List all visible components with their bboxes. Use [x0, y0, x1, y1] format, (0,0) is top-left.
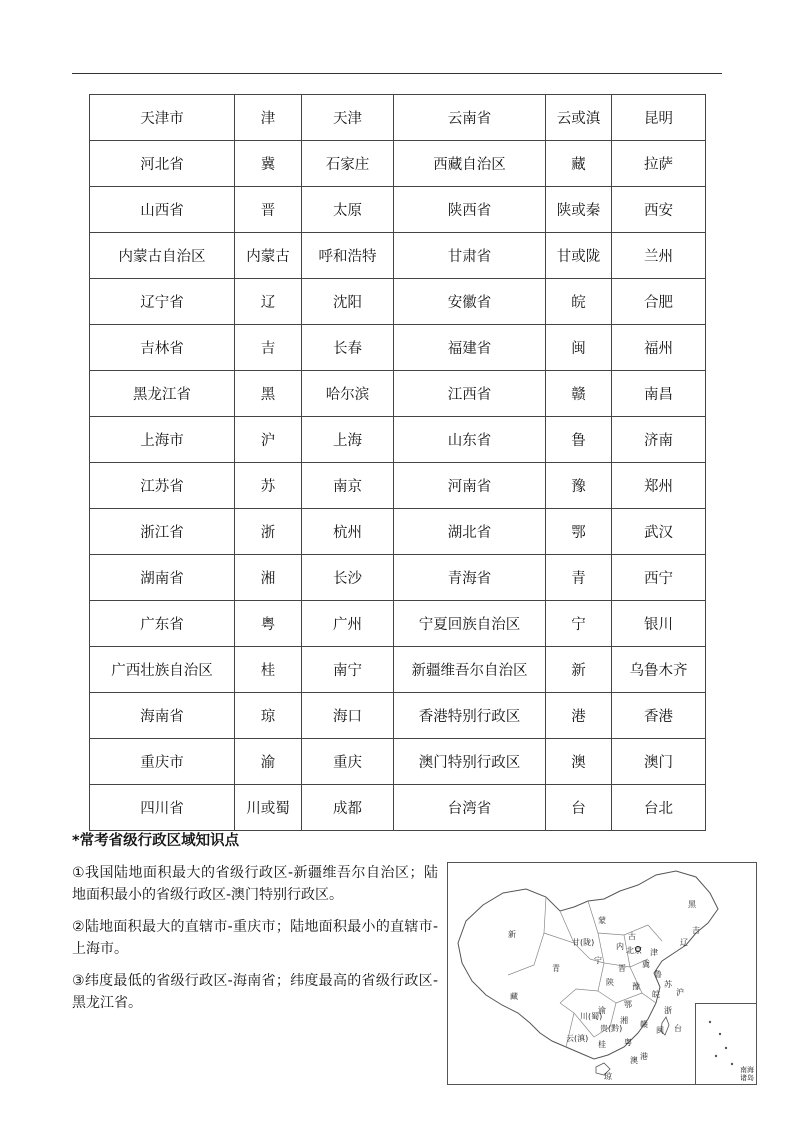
table-cell: 西藏自治区 [394, 141, 546, 187]
table-cell: 福州 [612, 325, 706, 371]
table-row [90, 785, 706, 831]
map-label: 豫 [632, 982, 640, 991]
map-label: 蒙 [598, 916, 606, 925]
map-label: 云(滇) [566, 1034, 589, 1043]
table-cell: 内蒙古 [235, 233, 302, 279]
table-row [90, 371, 706, 417]
map-label: 皖 [652, 990, 660, 999]
map-label: 桂 [598, 1040, 606, 1049]
map-label: 青 [552, 964, 560, 973]
table-cell: 桂 [235, 647, 302, 693]
map-label: 苏 [664, 980, 672, 989]
table-cell: 杭州 [302, 509, 394, 555]
table-cell: 长春 [302, 325, 394, 371]
knowledge-points [72, 862, 438, 1024]
table-cell: 山东省 [394, 417, 546, 463]
table-cell: 南昌 [612, 371, 706, 417]
map-label: 黑 [688, 900, 696, 909]
map-label: 北京 [626, 946, 642, 955]
map-label: 冀 [642, 960, 650, 969]
table-row [90, 555, 706, 601]
table-cell: 南京 [302, 463, 394, 509]
table-cell: 豫 [546, 463, 612, 509]
table-cell: 晋 [235, 187, 302, 233]
map-label: 粤 [624, 1038, 632, 1047]
table-cell: 云南省 [394, 95, 546, 141]
map-label: 新 [508, 930, 516, 939]
table-cell: 黑 [235, 371, 302, 417]
table-cell: 湘 [235, 555, 302, 601]
table-cell: 渝 [235, 739, 302, 785]
map-label: 闽 [656, 1026, 664, 1035]
table-cell: 南宁 [302, 647, 394, 693]
table-cell: 天津市 [90, 95, 235, 141]
map-label: 鲁 [654, 970, 662, 979]
table-row [90, 647, 706, 693]
table-cell: 宁 [546, 601, 612, 647]
table-cell: 甘肃省 [394, 233, 546, 279]
map-label: 台 [674, 1024, 682, 1033]
table-cell: 广西壮族自治区 [90, 647, 235, 693]
table-cell: 宁夏回族自治区 [394, 601, 546, 647]
table-cell: 重庆市 [90, 739, 235, 785]
table-cell: 津 [235, 95, 302, 141]
province-table-body [90, 95, 706, 831]
table-cell: 赣 [546, 371, 612, 417]
table-cell: 青 [546, 555, 612, 601]
table-cell: 合肥 [612, 279, 706, 325]
table-row [90, 509, 706, 555]
table-cell: 澳门 [612, 739, 706, 785]
table-cell: 香港 [612, 693, 706, 739]
table-cell: 广东省 [90, 601, 235, 647]
table-cell: 苏 [235, 463, 302, 509]
map-label: 赣 [640, 1020, 648, 1029]
table-cell: 太原 [302, 187, 394, 233]
map-label: 湘 [620, 1016, 628, 1025]
table-cell: 河北省 [90, 141, 235, 187]
table-cell: 内蒙古自治区 [90, 233, 235, 279]
china-map [447, 862, 757, 1085]
knowledge-point: ①我国陆地面积最大的省级行政区-新疆维吾尔自治区；陆地面积最小的省级行政区-澳门特别行政区。 [72, 865, 438, 903]
table-cell: 上海市 [90, 417, 235, 463]
table-cell: 天津 [302, 95, 394, 141]
table-cell: 四川省 [90, 785, 235, 831]
table-cell: 陕西省 [394, 187, 546, 233]
table-cell: 重庆 [302, 739, 394, 785]
table-cell: 银川 [612, 601, 706, 647]
table-cell: 哈尔滨 [302, 371, 394, 417]
table-cell: 湖南省 [90, 555, 235, 601]
table-cell: 河南省 [394, 463, 546, 509]
table-cell: 西安 [612, 187, 706, 233]
table-cell: 浙江省 [90, 509, 235, 555]
table-row [90, 279, 706, 325]
table-row [90, 693, 706, 739]
table-cell: 台 [546, 785, 612, 831]
table-cell: 青海省 [394, 555, 546, 601]
table-cell: 安徽省 [394, 279, 546, 325]
table-cell: 兰州 [612, 233, 706, 279]
table-cell: 澳门特别行政区 [394, 739, 546, 785]
table-cell: 广州 [302, 601, 394, 647]
table-cell: 粤 [235, 601, 302, 647]
table-cell: 上海 [302, 417, 394, 463]
table-cell: 辽 [235, 279, 302, 325]
table-row [90, 141, 706, 187]
map-label: 港 [640, 1052, 648, 1061]
table-cell: 济南 [612, 417, 706, 463]
table-cell: 吉林省 [90, 325, 235, 371]
table-row [90, 463, 706, 509]
map-label: 陕 [606, 978, 614, 987]
map-label: 甘(陇) [572, 938, 595, 947]
table-cell: 武汉 [612, 509, 706, 555]
table-cell: 海口 [302, 693, 394, 739]
table-cell: 皖 [546, 279, 612, 325]
inset-label: 南海诸岛 [740, 1066, 754, 1082]
header-rule [72, 73, 722, 74]
map-label: 晋 [618, 964, 626, 973]
map-labels [508, 900, 700, 1081]
map-label: 津 [650, 948, 658, 957]
table-cell: 沈阳 [302, 279, 394, 325]
table-cell: 西宁 [612, 555, 706, 601]
table-row [90, 187, 706, 233]
table-cell: 拉萨 [612, 141, 706, 187]
table-cell: 鄂 [546, 509, 612, 555]
table-cell: 浙 [235, 509, 302, 555]
table-row [90, 95, 706, 141]
table-cell: 黑龙江省 [90, 371, 235, 417]
map-label: 川(蜀) [580, 1012, 603, 1021]
table-row [90, 325, 706, 371]
table-row [90, 601, 706, 647]
map-label: 古 [628, 932, 636, 941]
table-cell: 郑州 [612, 463, 706, 509]
table-cell: 海南省 [90, 693, 235, 739]
table-cell: 石家庄 [302, 141, 394, 187]
table-cell: 成都 [302, 785, 394, 831]
province-table [89, 94, 706, 831]
table-cell: 吉 [235, 325, 302, 371]
table-cell: 江苏省 [90, 463, 235, 509]
map-label: 贵(黔) [600, 1024, 623, 1033]
table-cell: 澳 [546, 739, 612, 785]
knowledge-point: ③纬度最低的省级行政区-海南省；纬度最高的省级行政区-黑龙江省。 [72, 973, 438, 1011]
table-cell: 辽宁省 [90, 279, 235, 325]
table-cell: 新疆维吾尔自治区 [394, 647, 546, 693]
table-cell: 湖北省 [394, 509, 546, 555]
table-cell: 长沙 [302, 555, 394, 601]
table-cell: 云或滇 [546, 95, 612, 141]
table-cell: 闽 [546, 325, 612, 371]
map-label: 澳 [630, 1056, 638, 1065]
map-label: 辽 [680, 938, 688, 947]
knowledge-point: ②陆地面积最大的直辖市-重庆市；陆地面积最小的直辖市-上海市。 [72, 919, 438, 957]
map-label: 吉 [692, 926, 700, 935]
map-label: 渝 [598, 1006, 606, 1015]
table-cell: 江西省 [394, 371, 546, 417]
table-cell: 川或蜀 [235, 785, 302, 831]
map-label: 藏 [510, 992, 518, 1001]
table-cell: 新 [546, 647, 612, 693]
map-label: 宁 [594, 956, 602, 965]
table-cell: 福建省 [394, 325, 546, 371]
table-cell: 香港特别行政区 [394, 693, 546, 739]
table-cell: 琼 [235, 693, 302, 739]
table-row [90, 417, 706, 463]
table-cell: 鲁 [546, 417, 612, 463]
section-heading: *常考省级行政区域知识点 [72, 833, 240, 849]
map-label: 鄂 [624, 1000, 632, 1009]
map-label: 琼 [604, 1072, 612, 1081]
table-cell: 呼和浩特 [302, 233, 394, 279]
map-label: 沪 [676, 988, 684, 997]
table-cell: 台北 [612, 785, 706, 831]
map-label: 内 [616, 942, 624, 951]
table-row [90, 739, 706, 785]
table-cell: 港 [546, 693, 612, 739]
table-cell: 甘或陇 [546, 233, 612, 279]
table-row [90, 233, 706, 279]
table-cell: 乌鲁木齐 [612, 647, 706, 693]
map-label: 浙 [664, 1006, 672, 1015]
table-cell: 陕或秦 [546, 187, 612, 233]
table-cell: 昆明 [612, 95, 706, 141]
table-cell: 藏 [546, 141, 612, 187]
table-cell: 台湾省 [394, 785, 546, 831]
table-cell: 山西省 [90, 187, 235, 233]
table-cell: 沪 [235, 417, 302, 463]
table-cell: 冀 [235, 141, 302, 187]
south-china-sea-inset [695, 1003, 756, 1084]
